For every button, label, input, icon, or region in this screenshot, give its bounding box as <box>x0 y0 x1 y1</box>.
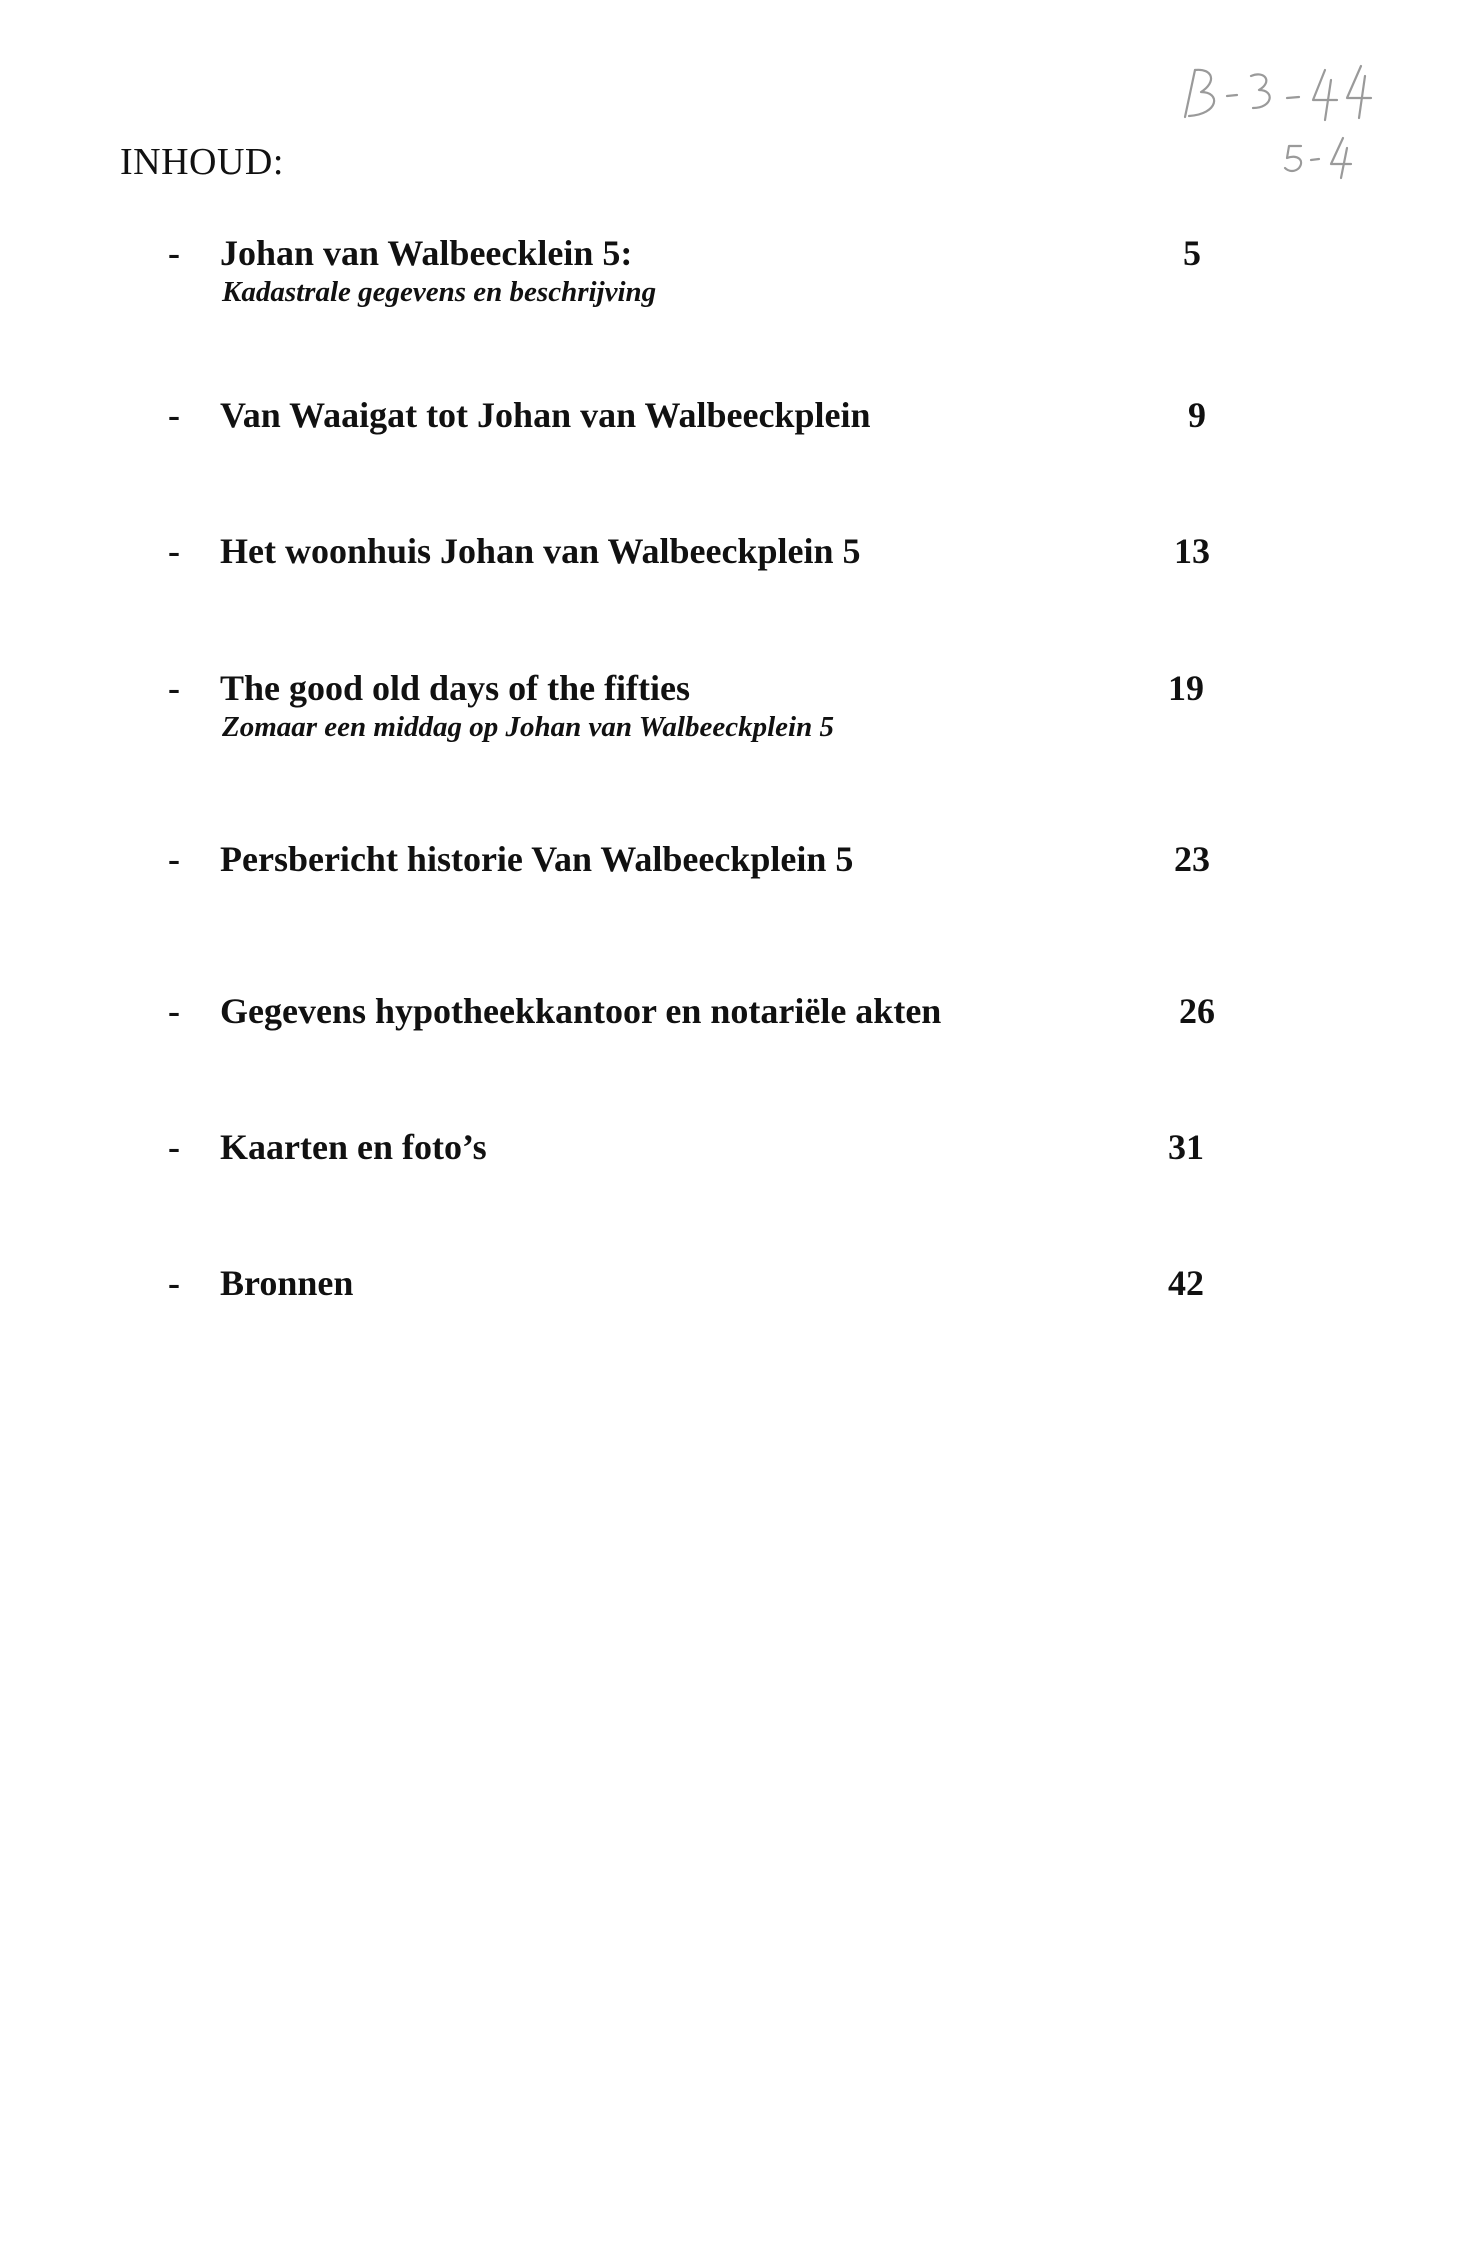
list-bullet: - <box>168 991 180 1031</box>
list-bullet: - <box>168 839 180 879</box>
toc-entry-title: Bronnen <box>220 1263 354 1303</box>
page-title: INHOUD: <box>120 141 284 183</box>
list-bullet: - <box>168 1127 180 1167</box>
toc-entry-page: 23 <box>1174 839 1210 879</box>
list-bullet: - <box>168 1263 180 1303</box>
toc-entry-page: 19 <box>1168 668 1204 708</box>
toc-entry-subtitle: Zomaar een middag op Johan van Walbeeckplein 5 <box>222 711 834 743</box>
toc-entry-title: Persbericht historie Van Walbeeckplein 5 <box>220 839 854 879</box>
toc-entry-page: 5 <box>1183 233 1201 273</box>
pencil-annotation-icon <box>1165 62 1425 182</box>
list-bullet: - <box>168 233 180 273</box>
toc-entry-title: Van Waaigat tot Johan van Walbeeckplein <box>220 395 871 435</box>
toc-entry-page: 9 <box>1188 395 1206 435</box>
toc-entry-page: 42 <box>1168 1263 1204 1303</box>
list-bullet: - <box>168 531 180 571</box>
toc-entry-page: 26 <box>1179 991 1215 1031</box>
toc-entry-title: Kaarten en foto’s <box>220 1127 487 1167</box>
toc-entry-subtitle: Kadastrale gegevens en beschrijving <box>222 276 657 308</box>
toc-entry-page: 13 <box>1174 531 1210 571</box>
toc-entry-title: Het woonhuis Johan van Walbeeckplein 5 <box>220 531 861 571</box>
toc-entry-title: Gegevens hypotheekkantoor en notariële akten <box>220 991 942 1031</box>
toc-entry-title: Johan van Walbeecklein 5: <box>220 233 633 273</box>
toc-entry-page: 31 <box>1168 1127 1204 1167</box>
list-bullet: - <box>168 668 180 708</box>
toc-entry-title: The good old days of the fifties <box>220 668 691 708</box>
list-bullet: - <box>168 395 180 435</box>
